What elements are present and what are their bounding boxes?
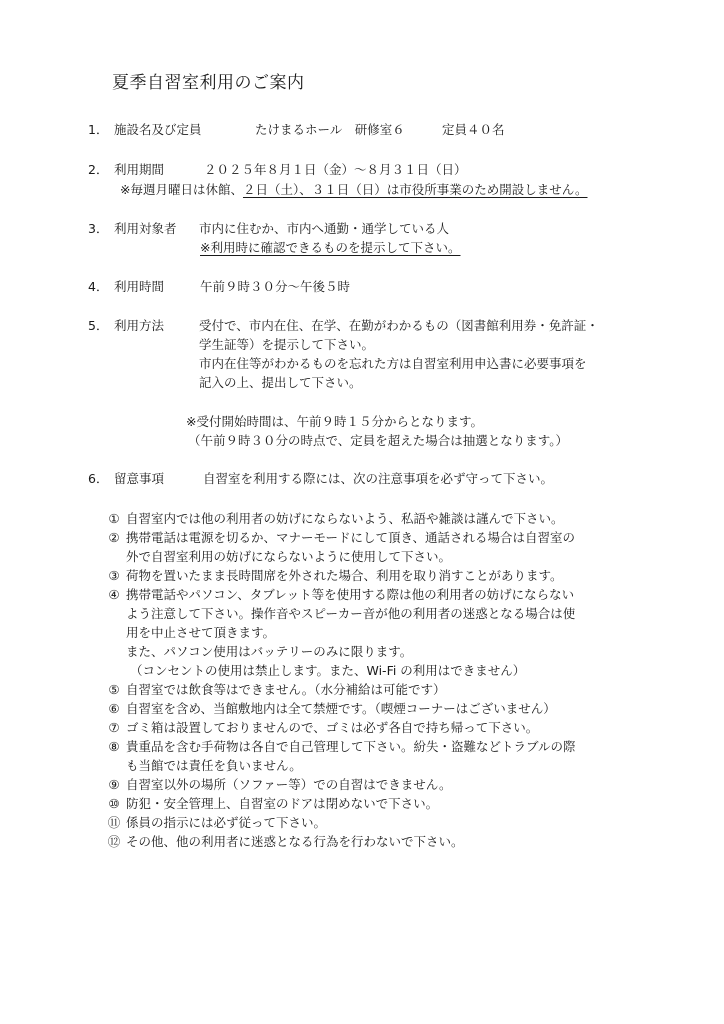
- id-required-note: ※利用時に確認できるものを提示して下さい。: [200, 240, 461, 255]
- eligible-users: 市内に住むか、市内へ通勤・通学している人: [199, 221, 450, 236]
- method-line: 学生証等）を提示して下さい。: [199, 337, 375, 352]
- facility-name: たけまるホール 研修室６: [255, 122, 405, 137]
- rule-marker: ⑨: [108, 777, 120, 792]
- rule-text: 携帯電話は電源を切るか、マナーモードにして頂き、通話される場合は自習室の: [126, 530, 576, 545]
- method-line: 受付で、市内在住、在学、在勤がわかるもの（図書館利用券・免許証・: [199, 318, 599, 333]
- method-line: 記入の上、提出して下さい。: [199, 375, 362, 390]
- rule-marker: ⑧: [108, 739, 120, 754]
- rules-intro: 自習室を利用する際には、次の注意事項を必ず守って下さい。: [203, 471, 554, 486]
- lottery-note: （午前９時３０分の時点で、定員を超えた場合は抽選となります。）: [188, 433, 569, 448]
- rule-text: も当館では責任を負いません。: [126, 758, 302, 773]
- section-4-label: 利用時間: [114, 279, 165, 294]
- section-4-number: 4．: [88, 279, 109, 294]
- rule-text: 自習室を含め、当館敷地内は全て禁煙です。（喫煙コーナーはございません）: [126, 701, 556, 716]
- rule-text: 自習室内では他の利用者の妨げにならないよう、私語や雑談は謹んで下さい。: [126, 511, 564, 526]
- rule-marker: ⑥: [108, 701, 120, 716]
- reception-start-note: ※受付開始時間は、午前９時１５分からとなります。: [186, 414, 483, 429]
- rule-text: その他、他の利用者に迷惑となる行為を行わないで下さい。: [126, 834, 464, 849]
- rule-marker: ⑪: [107, 815, 121, 830]
- section-2-label: 利用期間: [114, 162, 165, 177]
- rule-text: ゴミ箱は設置しておりませんので、ゴミは必ず各自で持ち帰って下さい。: [126, 720, 539, 735]
- usage-hours: 午前９時３０分～午後５時: [200, 279, 351, 294]
- rule-marker: ⑩: [108, 796, 120, 811]
- rule-text: 自習室以外の場所（ソファー等）での自習はできません。: [126, 777, 452, 792]
- section-1-label: 施設名及び定員: [114, 122, 202, 137]
- capacity: 定員４０名: [442, 122, 505, 137]
- rule-marker: ⑦: [108, 720, 120, 735]
- rule-text: 防犯・安全管理上、自習室のドアは閉めないで下さい。: [126, 796, 439, 811]
- rule-text: （コンセントの使用は禁止します。また、Wi-Fi の利用はできません）: [130, 663, 526, 678]
- section-5-number: 5．: [88, 318, 109, 333]
- rule-text: 携帯電話やパソコン、タブレット等を使用する際は他の利用者の妨げにならない: [126, 587, 575, 602]
- rule-text: 外で自習室利用の妨げにならないように使用して下さい。: [126, 549, 452, 564]
- section-5-label: 利用方法: [114, 318, 165, 333]
- rule-marker: ③: [108, 568, 120, 583]
- rule-text: 貴重品を含む手荷物は各自で自己管理して下さい。紛失・盗難などトラブルの際: [126, 739, 576, 754]
- rule-marker: ④: [108, 587, 120, 602]
- section-2-number: 2．: [88, 162, 109, 177]
- section-3-label: 利用対象者: [114, 221, 177, 236]
- rule-marker: ②: [108, 530, 120, 545]
- rule-text: 係員の指示には必ず従って下さい。: [126, 815, 327, 830]
- rule-text: 用を中止させて頂きます。: [126, 625, 276, 640]
- rule-marker: ⑫: [107, 834, 121, 849]
- usage-period: ２０２５年８月１日（金）～８月３１日（日）: [204, 162, 467, 177]
- closure-note-prefix: ※毎週月曜日は休館、: [120, 182, 243, 197]
- section-6-label: 留意事項: [114, 471, 165, 486]
- rule-text: 自習室では飲食等はできません。（水分補給は可能です）: [126, 682, 446, 697]
- closure-note-underlined: ２日（土）、３１日（日）は市役所事業のため開設しません。: [242, 182, 588, 197]
- section-6-number: 6．: [88, 471, 109, 486]
- section-3-number: 3．: [88, 221, 109, 236]
- rule-text: 荷物を置いたまま長時間席を外された場合、利用を取り消すことがあります。: [126, 568, 563, 583]
- rule-marker: ①: [108, 511, 120, 526]
- rule-text: また、パソコン使用はバッテリーのみに限ります。: [126, 644, 413, 659]
- rule-marker: ⑤: [108, 682, 120, 697]
- page-title: 夏季自習室利用のご案内: [112, 73, 305, 93]
- rule-text: よう注意して下さい。操作音やスピーカー音が他の利用者の迷惑となる場合は使: [126, 606, 576, 621]
- closure-note: [120, 180, 588, 199]
- method-line: 市内在住等がわかるものを忘れた方は自習室利用申込書に必要事項を: [199, 356, 587, 371]
- section-1-number: 1．: [88, 122, 109, 137]
